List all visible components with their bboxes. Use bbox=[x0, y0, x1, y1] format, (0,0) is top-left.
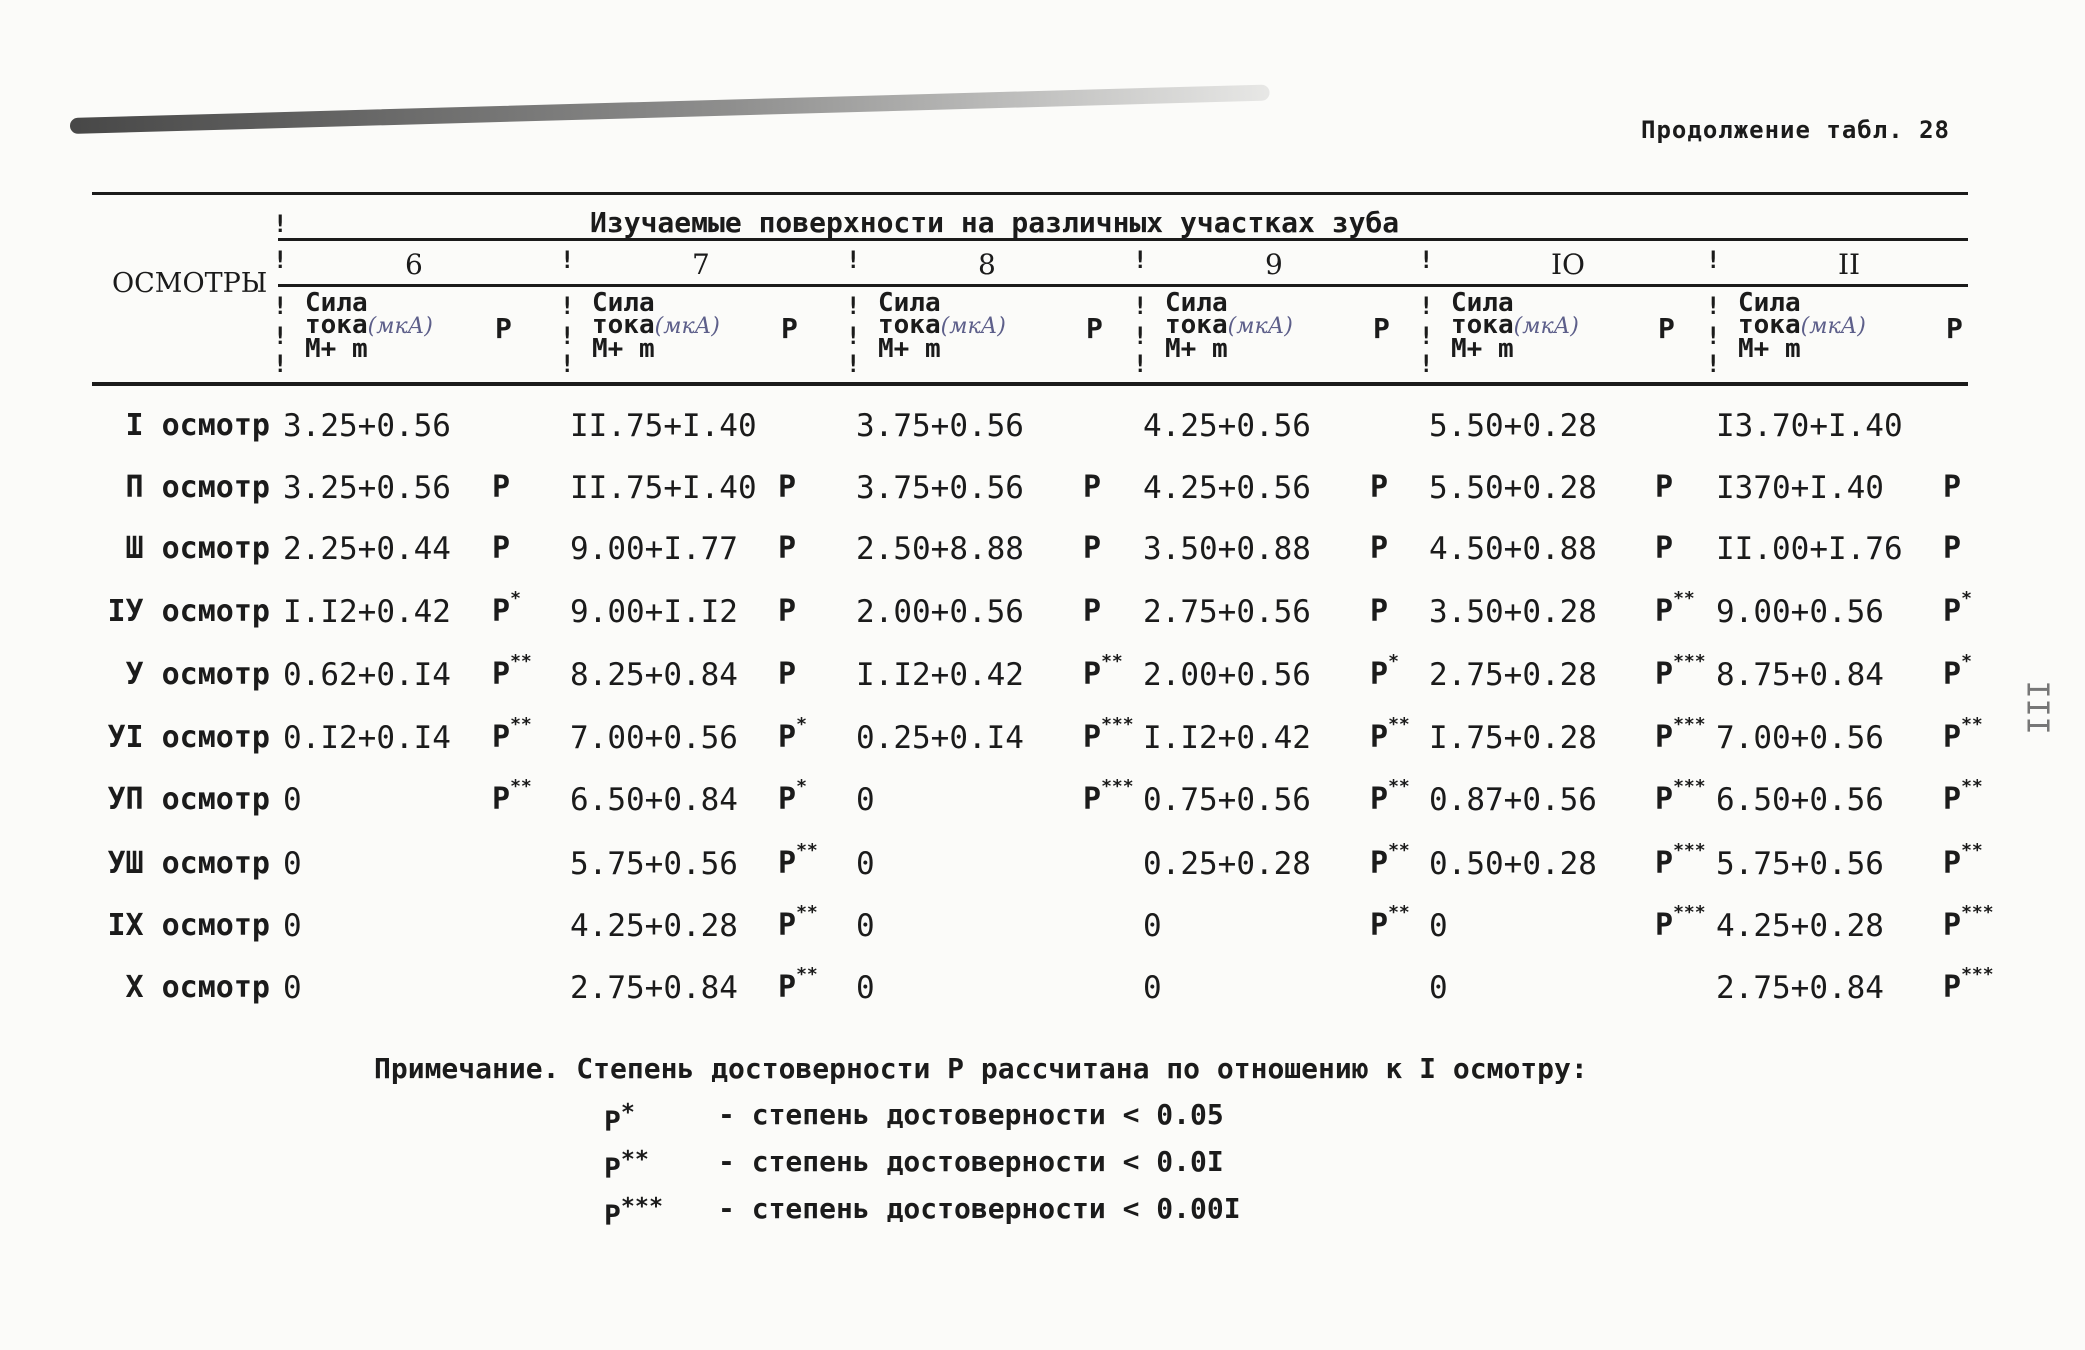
cell-significance: Р** bbox=[492, 651, 532, 692]
cell-significance: Р*** bbox=[1943, 902, 1994, 943]
subheader-current-label: тока bbox=[305, 310, 368, 340]
subheader-unit: (мкА) bbox=[367, 314, 433, 339]
cell-value: 3.75+0.56 bbox=[856, 408, 1024, 444]
cell-value: 6.50+0.56 bbox=[1716, 782, 1884, 818]
cell-significance: Р* bbox=[778, 714, 807, 755]
cell-significance: Р bbox=[778, 594, 797, 629]
column-separator-mark: ! bbox=[1419, 350, 1434, 378]
cell-value: 2.25+0.44 bbox=[283, 531, 451, 567]
subheader-current-label: тока bbox=[592, 310, 655, 340]
subheader-current-label: тока bbox=[1738, 310, 1801, 340]
cell-value: 4.25+0.56 bbox=[1143, 470, 1311, 506]
scan-artifact bbox=[70, 84, 1270, 133]
cell-value: 0 bbox=[283, 846, 302, 882]
cell-significance: Р*** bbox=[1083, 714, 1134, 755]
cell-significance: Р bbox=[492, 470, 511, 505]
cell-value: I.I2+0.42 bbox=[283, 594, 451, 630]
cell-significance: Р bbox=[778, 657, 797, 692]
subheader-line-1: Сила bbox=[1451, 288, 1514, 318]
cell-significance: Р*** bbox=[1655, 651, 1706, 692]
cell-value: I3.70+I.40 bbox=[1716, 408, 1903, 444]
cell-value: 3.50+0.28 bbox=[1429, 594, 1597, 630]
cell-value: 9.00+I.77 bbox=[570, 531, 738, 567]
cell-value: 0.25+0.28 bbox=[1143, 846, 1311, 882]
column-separator-mark: ! bbox=[560, 350, 575, 378]
column-separator-mark: ! bbox=[846, 350, 861, 378]
cell-value: 2.50+8.88 bbox=[856, 531, 1024, 567]
row-label: П осмотр bbox=[125, 470, 270, 505]
row-label: У осмотр bbox=[125, 657, 270, 692]
table-group-header: Изучаемые поверхности на различных участках зуба bbox=[590, 206, 1400, 239]
column-separator-mark: ! bbox=[846, 292, 861, 320]
cell-value: II.75+I.40 bbox=[570, 470, 757, 506]
surface-number-1: 6 bbox=[405, 248, 423, 281]
value-subheader bbox=[305, 288, 433, 364]
cell-significance: Р* bbox=[778, 776, 807, 817]
cell-value: 0 bbox=[856, 846, 875, 882]
subheader-line-1: Сила bbox=[305, 288, 368, 318]
legend-text: - степень достоверности < 0.00I bbox=[718, 1192, 1241, 1225]
column-separator-mark: ! bbox=[1419, 246, 1434, 274]
surface-number-2: 7 bbox=[692, 248, 710, 281]
cell-value: 0 bbox=[283, 970, 302, 1006]
subheader-unit: (мкА) bbox=[654, 314, 720, 339]
cell-value: 0 bbox=[283, 908, 302, 944]
column-separator-mark: ! bbox=[273, 292, 288, 320]
subheader-current-label: тока bbox=[878, 310, 941, 340]
column-separator-mark: ! bbox=[1133, 292, 1148, 320]
cell-significance: Р** bbox=[1943, 714, 1983, 755]
surface-number-3: 8 bbox=[978, 248, 996, 281]
column-separator-mark: ! bbox=[1133, 322, 1148, 350]
column-separator-mark: ! bbox=[1419, 292, 1434, 320]
cell-significance: Р** bbox=[778, 902, 818, 943]
cell-value: 9.00+0.56 bbox=[1716, 594, 1884, 630]
cell-value: I.I2+0.42 bbox=[1143, 720, 1311, 756]
cell-significance: Р* bbox=[492, 588, 521, 629]
cell-significance: Р bbox=[1943, 531, 1962, 566]
column-separator-mark: ! bbox=[1706, 322, 1721, 350]
legend-text: - степень достоверности < 0.0I bbox=[718, 1145, 1224, 1178]
subheader-line-1: Сила bbox=[1165, 288, 1228, 318]
column-separator-mark: ! bbox=[1419, 322, 1434, 350]
cell-value: 6.50+0.84 bbox=[570, 782, 738, 818]
column-separator-mark: ! bbox=[273, 350, 288, 378]
column-separator-mark: ! bbox=[560, 322, 575, 350]
cell-value: I.75+0.28 bbox=[1429, 720, 1597, 756]
cell-significance: Р** bbox=[1370, 714, 1410, 755]
cell-significance: Р* bbox=[1370, 651, 1399, 692]
cell-significance: Р bbox=[1943, 470, 1962, 505]
subheader-line-3: М+ m bbox=[592, 334, 655, 364]
cell-value: 0.I2+0.I4 bbox=[283, 720, 451, 756]
cell-value: 9.00+I.I2 bbox=[570, 594, 738, 630]
cell-significance: Р bbox=[1370, 470, 1389, 505]
column-separator-mark: ! bbox=[273, 246, 288, 274]
cell-value: 0 bbox=[283, 782, 302, 818]
cell-value: 5.75+0.56 bbox=[570, 846, 738, 882]
p-subheader: Р bbox=[1946, 312, 1963, 345]
legend-symbol: Р** bbox=[604, 1145, 649, 1185]
cell-value: 2.75+0.84 bbox=[1716, 970, 1884, 1006]
column-separator-mark: ! bbox=[1133, 246, 1148, 274]
cell-value: 0 bbox=[856, 970, 875, 1006]
header-bottom-rule bbox=[92, 382, 1968, 386]
subheader-line-3: М+ m bbox=[305, 334, 368, 364]
cell-value: 0.75+0.56 bbox=[1143, 782, 1311, 818]
cell-significance: Р** bbox=[1370, 776, 1410, 817]
cell-value: II.75+I.40 bbox=[570, 408, 757, 444]
cell-significance: Р bbox=[1083, 594, 1102, 629]
cell-value: 0 bbox=[1143, 970, 1162, 1006]
cell-significance: Р bbox=[1370, 531, 1389, 566]
value-subheader bbox=[1165, 288, 1293, 364]
row-label: Х осмотр bbox=[125, 970, 270, 1005]
cell-value: 0.50+0.28 bbox=[1429, 846, 1597, 882]
p-subheader: Р bbox=[1373, 312, 1390, 345]
column-separator-mark: ! bbox=[560, 246, 575, 274]
cell-significance: Р** bbox=[778, 840, 818, 881]
cell-value: 0 bbox=[856, 782, 875, 818]
cell-value: 2.75+0.84 bbox=[570, 970, 738, 1006]
surface-number-rule bbox=[278, 284, 1968, 287]
cell-value: 0.62+0.I4 bbox=[283, 657, 451, 693]
cell-value: 8.25+0.84 bbox=[570, 657, 738, 693]
subheader-unit: (мкА) bbox=[1513, 314, 1579, 339]
row-label: I осмотр bbox=[125, 408, 270, 443]
cell-significance: Р** bbox=[492, 714, 532, 755]
subheader-line-3: М+ m bbox=[878, 334, 941, 364]
cell-value: 4.25+0.28 bbox=[570, 908, 738, 944]
cell-value: 0 bbox=[1429, 970, 1448, 1006]
cell-significance: Р*** bbox=[1655, 840, 1706, 881]
column-separator-mark: ! bbox=[560, 292, 575, 320]
value-subheader bbox=[1738, 288, 1866, 364]
cell-significance: Р bbox=[778, 531, 797, 566]
cell-value: 0.25+0.I4 bbox=[856, 720, 1024, 756]
subheader-line-3: М+ m bbox=[1738, 334, 1801, 364]
value-subheader bbox=[878, 288, 1006, 364]
cell-significance: Р** bbox=[1655, 588, 1695, 629]
column-separator-mark: ! bbox=[1706, 292, 1721, 320]
cell-value: 5.75+0.56 bbox=[1716, 846, 1884, 882]
cell-significance: Р bbox=[492, 531, 511, 566]
subheader-unit: (мкА) bbox=[1800, 314, 1866, 339]
cell-value: 5.50+0.28 bbox=[1429, 408, 1597, 444]
cell-value: 0.87+0.56 bbox=[1429, 782, 1597, 818]
cell-value: 4.25+0.28 bbox=[1716, 908, 1884, 944]
cell-significance: Р*** bbox=[1083, 776, 1134, 817]
subheader-current-label: тока bbox=[1165, 310, 1228, 340]
row-label: УI осмотр bbox=[107, 720, 270, 755]
p-subheader: Р bbox=[1658, 312, 1675, 345]
cell-significance: Р** bbox=[1370, 902, 1410, 943]
subheader-current-label: тока bbox=[1451, 310, 1514, 340]
legend-symbol: Р*** bbox=[604, 1192, 663, 1232]
cell-significance: Р*** bbox=[1655, 714, 1706, 755]
row-label: IУ осмотр bbox=[107, 594, 270, 629]
p-subheader: Р bbox=[1086, 312, 1103, 345]
cell-value: 7.00+0.56 bbox=[1716, 720, 1884, 756]
continuation-label: Продолжение табл. 28 bbox=[1641, 116, 1950, 144]
column-separator-mark: ! bbox=[1133, 350, 1148, 378]
subheader-line-3: М+ m bbox=[1451, 334, 1514, 364]
surface-number-4: 9 bbox=[1265, 248, 1283, 281]
p-subheader: Р bbox=[781, 312, 798, 345]
note-text: Примечание. Степень достоверности Р рассчитана по отношению к I осмотру: bbox=[374, 1052, 1588, 1085]
cell-value: 2.75+0.28 bbox=[1429, 657, 1597, 693]
cell-significance: Р** bbox=[492, 776, 532, 817]
subheader-line-1: Сила bbox=[592, 288, 655, 318]
cell-significance: Р** bbox=[778, 964, 818, 1005]
cell-significance: Р** bbox=[1943, 776, 1983, 817]
cell-significance: Р** bbox=[1083, 651, 1123, 692]
cell-significance: Р* bbox=[1943, 651, 1972, 692]
column-separator-mark: ! bbox=[846, 322, 861, 350]
legend-symbol: Р* bbox=[604, 1098, 635, 1138]
cell-value: 4.50+0.88 bbox=[1429, 531, 1597, 567]
row-label: IХ осмотр bbox=[107, 908, 270, 943]
cell-significance: Р bbox=[1655, 470, 1674, 505]
cell-value: 2.75+0.56 bbox=[1143, 594, 1311, 630]
p-subheader: Р bbox=[495, 312, 512, 345]
column-separator-mark: ! bbox=[846, 246, 861, 274]
surface-number-5: IO bbox=[1551, 248, 1586, 281]
cell-significance: Р** bbox=[1370, 840, 1410, 881]
row-label: УШ осмотр bbox=[107, 846, 270, 881]
row-label: УП осмотр bbox=[107, 782, 270, 817]
column-separator-mark: ! bbox=[273, 322, 288, 350]
cell-significance: Р*** bbox=[1655, 902, 1706, 943]
subheader-unit: (мкА) bbox=[940, 314, 1006, 339]
cell-significance: Р bbox=[1083, 531, 1102, 566]
table-top-rule bbox=[92, 192, 1968, 195]
cell-value: 0 bbox=[856, 908, 875, 944]
cell-value: 3.25+0.56 bbox=[283, 470, 451, 506]
value-subheader bbox=[592, 288, 720, 364]
cell-value: 2.00+0.56 bbox=[1143, 657, 1311, 693]
column-separator-mark: ! bbox=[1706, 246, 1721, 274]
cell-significance: Р bbox=[1370, 594, 1389, 629]
column-separator-mark: ! bbox=[1706, 350, 1721, 378]
cell-value: 8.75+0.84 bbox=[1716, 657, 1884, 693]
subheader-line-3: М+ m bbox=[1165, 334, 1228, 364]
cell-significance: Р*** bbox=[1943, 964, 1994, 1005]
subheader-unit: (мкА) bbox=[1227, 314, 1293, 339]
cell-significance: Р bbox=[1655, 531, 1674, 566]
row-label: Ш осмотр bbox=[125, 531, 270, 566]
cell-value: 3.50+0.88 bbox=[1143, 531, 1311, 567]
cell-value: 3.25+0.56 bbox=[283, 408, 451, 444]
cell-value: I370+I.40 bbox=[1716, 470, 1884, 506]
cell-value: 0 bbox=[1429, 908, 1448, 944]
column-separator-mark: ! bbox=[273, 210, 288, 238]
cell-significance: Р bbox=[778, 470, 797, 505]
subheader-line-1: Сила bbox=[1738, 288, 1801, 318]
cell-value: II.00+I.76 bbox=[1716, 531, 1903, 567]
cell-significance: Р*** bbox=[1655, 776, 1706, 817]
cell-value: 0 bbox=[1143, 908, 1162, 944]
cell-value: 4.25+0.56 bbox=[1143, 408, 1311, 444]
cell-value: 3.75+0.56 bbox=[856, 470, 1024, 506]
side-page-number: III bbox=[2019, 680, 2055, 735]
cell-value: I.I2+0.42 bbox=[856, 657, 1024, 693]
table-row-header: ОСМОТРЫ bbox=[112, 268, 268, 299]
surface-number-6: II bbox=[1838, 248, 1861, 281]
cell-significance: Р* bbox=[1943, 588, 1972, 629]
cell-value: 7.00+0.56 bbox=[570, 720, 738, 756]
cell-significance: Р bbox=[1083, 470, 1102, 505]
cell-value: 5.50+0.28 bbox=[1429, 470, 1597, 506]
cell-significance: Р** bbox=[1943, 840, 1983, 881]
value-subheader bbox=[1451, 288, 1579, 364]
cell-value: 2.00+0.56 bbox=[856, 594, 1024, 630]
subheader-line-1: Сила bbox=[878, 288, 941, 318]
legend-text: - степень достоверности < 0.05 bbox=[718, 1098, 1224, 1131]
